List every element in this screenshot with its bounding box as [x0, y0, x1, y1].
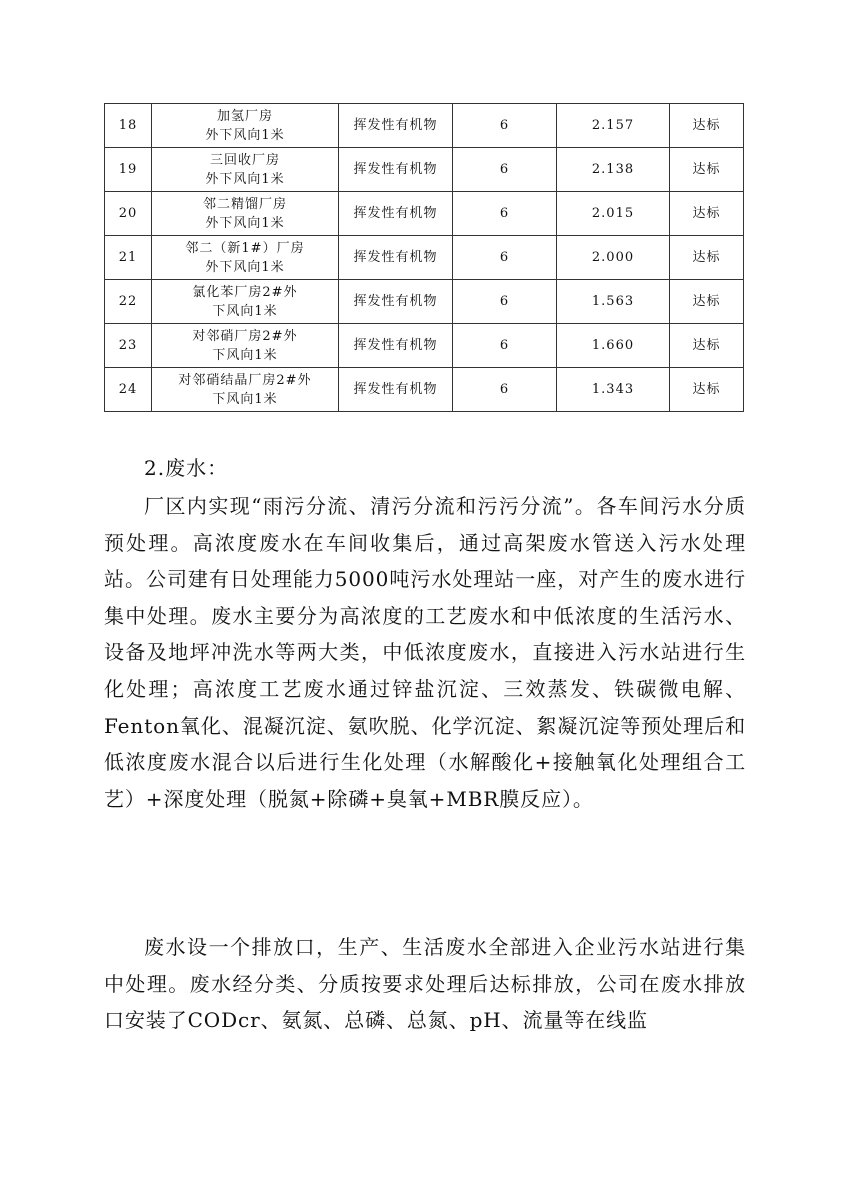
row-number-cell: 19	[105, 148, 152, 192]
row-number-cell: 18	[105, 104, 152, 148]
row-number-cell: 21	[105, 236, 152, 280]
table-body	[105, 104, 744, 412]
measured-value-cell: 1.563	[557, 280, 670, 324]
result-cell: 达标	[670, 324, 744, 368]
paragraph-discharge-outlet: 废水设一个排放口，生产、生活废水全部进入企业污水站进行集中处理。废水经分类、分质按要求处理后达标排放，公司在废水排放口安装了CODcr、氨氮、总磷、总氮、pH、流量等在线监	[104, 935, 746, 1033]
pollutant-cell: 挥发性有机物	[339, 192, 453, 236]
table-row	[105, 368, 744, 412]
location-cell: 对邻硝厂房2#外 下风向1米	[152, 324, 339, 368]
location-cell: 氯化苯厂房2#外 下风向1米	[152, 280, 339, 324]
row-number-cell: 20	[105, 192, 152, 236]
result-cell: 达标	[670, 368, 744, 412]
monitoring-table	[104, 103, 744, 412]
result-cell: 达标	[670, 236, 744, 280]
table-row	[105, 192, 744, 236]
limit-cell: 6	[453, 368, 557, 412]
pollutant-cell: 挥发性有机物	[339, 368, 453, 412]
measured-value-cell: 2.015	[557, 192, 670, 236]
table-row	[105, 324, 744, 368]
limit-cell: 6	[453, 148, 557, 192]
result-cell: 达标	[670, 192, 744, 236]
pollutant-cell: 挥发性有机物	[339, 324, 453, 368]
row-number-cell: 24	[105, 368, 152, 412]
paragraph-wastewater-treatment: 厂区内实现“雨污分流、清污分流和污污分流”。各车间污水分质预处理。高浓度废水在车间收集后，通过高架废水管送入污水处理站。公司建有日处理能力5000吨污水处理站一座，对产生的废水进行集中处理。废水主要分为高浓度的工艺废水和中低浓度的生活污水、设备及地坪冲洗水等两大类，中低浓度废水，直接进入污水站进行生化处理；高浓度工艺废水通过锌盐沉淀、三效蒸发、铁碳微电解、Fenton氧化、混凝沉淀、氨吹脱、化学沉淀、絮凝沉淀等预处理后和低浓度废水混合以后进行生化处理（水解酸化+接触氧化处理组合工艺）+深度处理（脱氮+除磷+臭氧+MBR膜反应）。	[104, 494, 746, 811]
limit-cell: 6	[453, 192, 557, 236]
table-row	[105, 280, 744, 324]
measured-value-cell: 2.157	[557, 104, 670, 148]
table-row	[105, 236, 744, 280]
location-cell: 邻二精馏厂房 外下风向1米	[152, 192, 339, 236]
section-heading: 2.废水：	[144, 456, 229, 480]
measured-value-cell: 1.343	[557, 368, 670, 412]
pollutant-cell: 挥发性有机物	[339, 104, 453, 148]
measured-value-cell: 2.138	[557, 148, 670, 192]
row-number-cell: 23	[105, 324, 152, 368]
limit-cell: 6	[453, 280, 557, 324]
result-cell: 达标	[670, 280, 744, 324]
result-cell: 达标	[670, 104, 744, 148]
table-row	[105, 148, 744, 192]
pollutant-cell: 挥发性有机物	[339, 280, 453, 324]
limit-cell: 6	[453, 104, 557, 148]
result-cell: 达标	[670, 148, 744, 192]
table-row	[105, 104, 744, 148]
location-cell: 邻二（新1#）厂房 外下风向1米	[152, 236, 339, 280]
measured-value-cell: 1.660	[557, 324, 670, 368]
location-cell: 三回收厂房 外下风向1米	[152, 148, 339, 192]
location-cell: 加氢厂房 外下风向1米	[152, 104, 339, 148]
row-number-cell: 22	[105, 280, 152, 324]
pollutant-cell: 挥发性有机物	[339, 236, 453, 280]
measured-value-cell: 2.000	[557, 236, 670, 280]
pollutant-cell: 挥发性有机物	[339, 148, 453, 192]
limit-cell: 6	[453, 324, 557, 368]
location-cell: 对邻硝结晶厂房2#外 下风向1米	[152, 368, 339, 412]
limit-cell: 6	[453, 236, 557, 280]
